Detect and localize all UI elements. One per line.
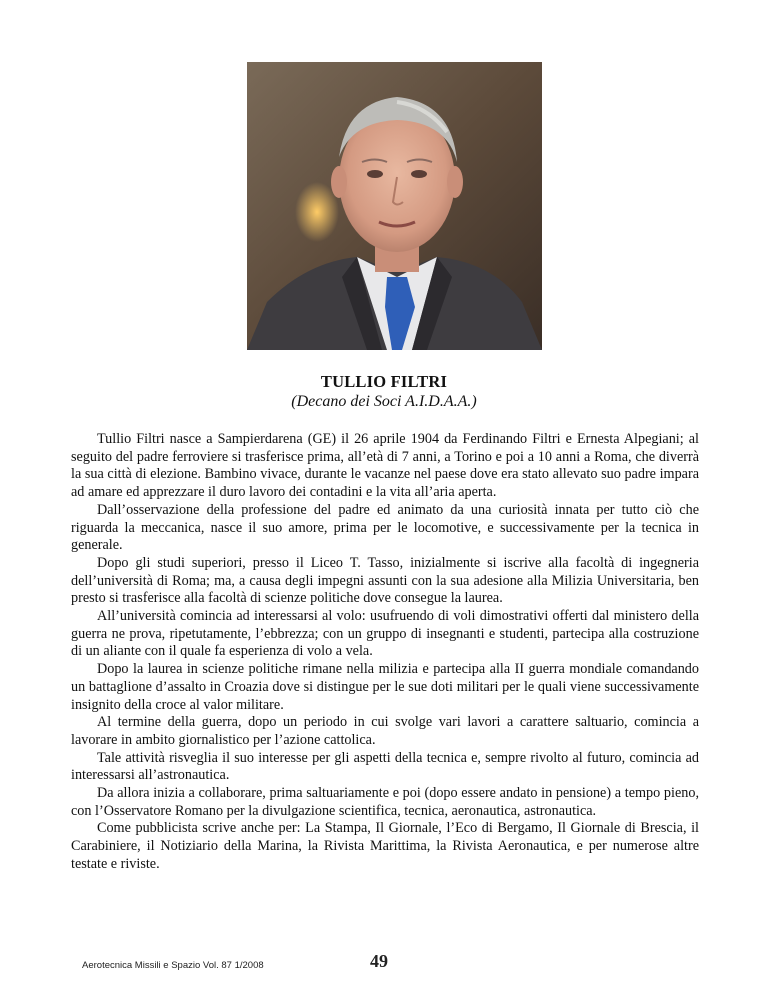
paragraph: Da allora inizia a collaborare, prima saltuariamente e poi (dopo essere andato in pensione) a tempo pieno, con l’Osservatore Romano per la divulgazione scientifica, tecnica, aeronautica, astronautica. [71, 785, 699, 819]
paragraph: All’università comincia ad interessarsi al volo: usufruendo di voli dimostrativi offerti dal ministero della guerra ne prova, ripetutamente, l’ebbrezza; con un gruppo di insegnanti e studenti, partecipa alla costruzione di un aliante con il quale fa esperienza di volo a vela. [71, 608, 699, 660]
paragraph: Dall’osservazione della professione del padre ed animato da una curiosità innata per tutto ciò che riguarda la meccanica, nasce il suo amore, prima per le locomotive, e successivamente per la tecnica in generale. [71, 501, 699, 554]
biography-text [71, 431, 699, 874]
paragraph: Tullio Filtri nasce a Sampierdarena (GE) il 26 aprile 1904 da Ferdinando Filtri e Ernesta Alpegiani; al seguito del padre ferroviere si trasferisce prima, all’età di 7 anni, a Torino e poi a 10 anni a Roma, che diverrà la sua città di elezione. Bambino vivace, durante le vacanze nel paese dove era stato allevato suo padre impara ad amare ed apprezzare il duro lavoro dei contadini e la vita all’aria aperta. [71, 431, 699, 501]
person-name: TULLIO FILTRI [320, 372, 448, 391]
paragraph: Al termine della guerra, dopo un periodo in cui svolge vari lavori a carattere saltuario, comincia a lavorare in ambito giornalistico per l’azione cattolica. [71, 714, 699, 748]
paragraph: Tale attività risveglia il suo interesse per gli aspetti della tecnica e, sempre rivolto al futuro, comincia ad interessarsi all’astronautica. [71, 749, 699, 784]
paragraph: Dopo la laurea in scienze politiche rimane nella milizia e partecipa alla II guerra mondiale comandando un battaglione d’assalto in Croazia dove si distingue per le sue doti militari per le quali viene successivamente insignito della croce al valor militare. [71, 661, 699, 713]
person-subtitle: (Decano dei Soci A.I.D.A.A.) [291, 393, 477, 410]
paragraph: Dopo gli studi superiori, presso il Liceo T. Tasso, inizialmente si iscrive alla facoltà di ingegneria dell’università di Roma; ma, a causa degli impegni assunti con la sua adesione alla Milizia Universitaria, ben presto si trasferisce alla facoltà di scienze politiche dove consegue la laurea. [71, 554, 699, 607]
page-number: 49 [370, 951, 388, 971]
portrait-photo [247, 62, 542, 350]
paragraph: Come pubblicista scrive anche per: La Stampa, Il Giornale, l’Eco di Bergamo, Il Giornale di Brescia, il Carabiniere, il Notiziario della Marina, la Rivista Marittima, la Rivista Aeronautica, e per numerose altre testate e riviste. [71, 820, 699, 872]
journal-reference: Aerotecnica Missili e Spazio Vol. 87 1/2008 [82, 960, 264, 971]
